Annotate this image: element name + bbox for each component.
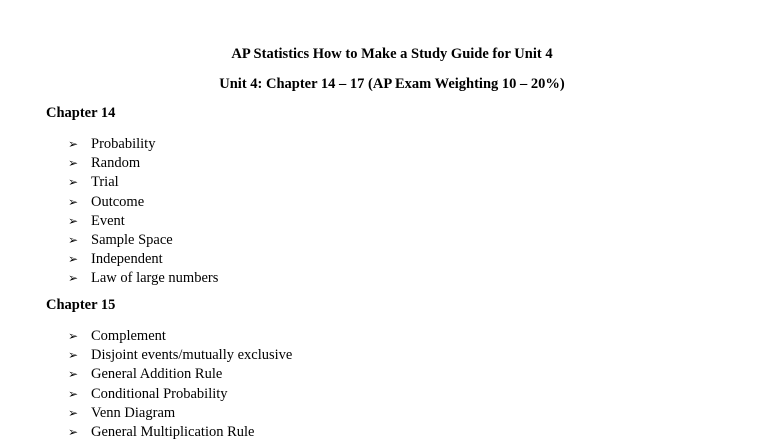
term-item <box>68 193 218 212</box>
term-item <box>68 346 292 365</box>
term-text: Disjoint events/mutually exclusive <box>91 347 293 364</box>
chapter-15-heading: Chapter 15 <box>46 297 116 313</box>
chapter-14-heading: Chapter 14 <box>46 105 116 121</box>
term-item <box>68 154 218 173</box>
term-item <box>68 231 218 250</box>
term-item <box>68 327 292 346</box>
arrow-bullet-icon: ➢ <box>68 232 79 247</box>
arrow-bullet-icon: ➢ <box>68 405 79 420</box>
term-text: Complement <box>91 328 166 344</box>
term-item <box>68 365 292 384</box>
document-subtitle: Unit 4: Chapter 14 – 17 (AP Exam Weighting 10 – 20%) <box>219 76 565 92</box>
arrow-bullet-icon: ➢ <box>68 252 79 267</box>
term-item <box>68 404 292 423</box>
term-text: Sample Space <box>91 231 173 248</box>
term-item <box>68 173 218 192</box>
arrow-bullet-icon: ➢ <box>68 213 79 228</box>
term-text: General Multiplication Rule <box>91 423 255 440</box>
term-text: Conditional Probability <box>91 385 228 402</box>
chapter-14-term-list <box>68 135 218 289</box>
arrow-bullet-icon: ➢ <box>68 137 79 151</box>
arrow-bullet-icon: ➢ <box>68 329 79 343</box>
document-title: AP Statistics How to Make a Study Guide for Unit 4 <box>231 46 553 62</box>
term-text: Outcome <box>91 193 145 210</box>
arrow-bullet-icon: ➢ <box>68 156 79 171</box>
term-item <box>68 250 218 269</box>
chapter-15-term-list <box>68 327 292 442</box>
arrow-bullet-icon: ➢ <box>68 424 79 439</box>
term-item <box>68 212 218 231</box>
term-text: Event <box>91 212 125 229</box>
arrow-bullet-icon: ➢ <box>68 271 79 286</box>
term-text: Independent <box>91 251 163 268</box>
term-item <box>68 385 292 404</box>
term-item <box>68 423 292 442</box>
term-text: Law of large numbers <box>91 270 219 287</box>
term-item <box>68 135 218 154</box>
term-text: Probability <box>91 136 156 152</box>
term-text: Random <box>91 155 141 172</box>
arrow-bullet-icon: ➢ <box>68 175 79 190</box>
term-text: General Addition Rule <box>91 366 223 383</box>
arrow-bullet-icon: ➢ <box>68 348 79 363</box>
term-item <box>68 269 218 288</box>
arrow-bullet-icon: ➢ <box>68 386 79 401</box>
term-text: Venn Diagram <box>91 404 176 421</box>
term-text: Trial <box>91 174 119 191</box>
arrow-bullet-icon: ➢ <box>68 194 79 209</box>
arrow-bullet-icon: ➢ <box>68 367 79 382</box>
